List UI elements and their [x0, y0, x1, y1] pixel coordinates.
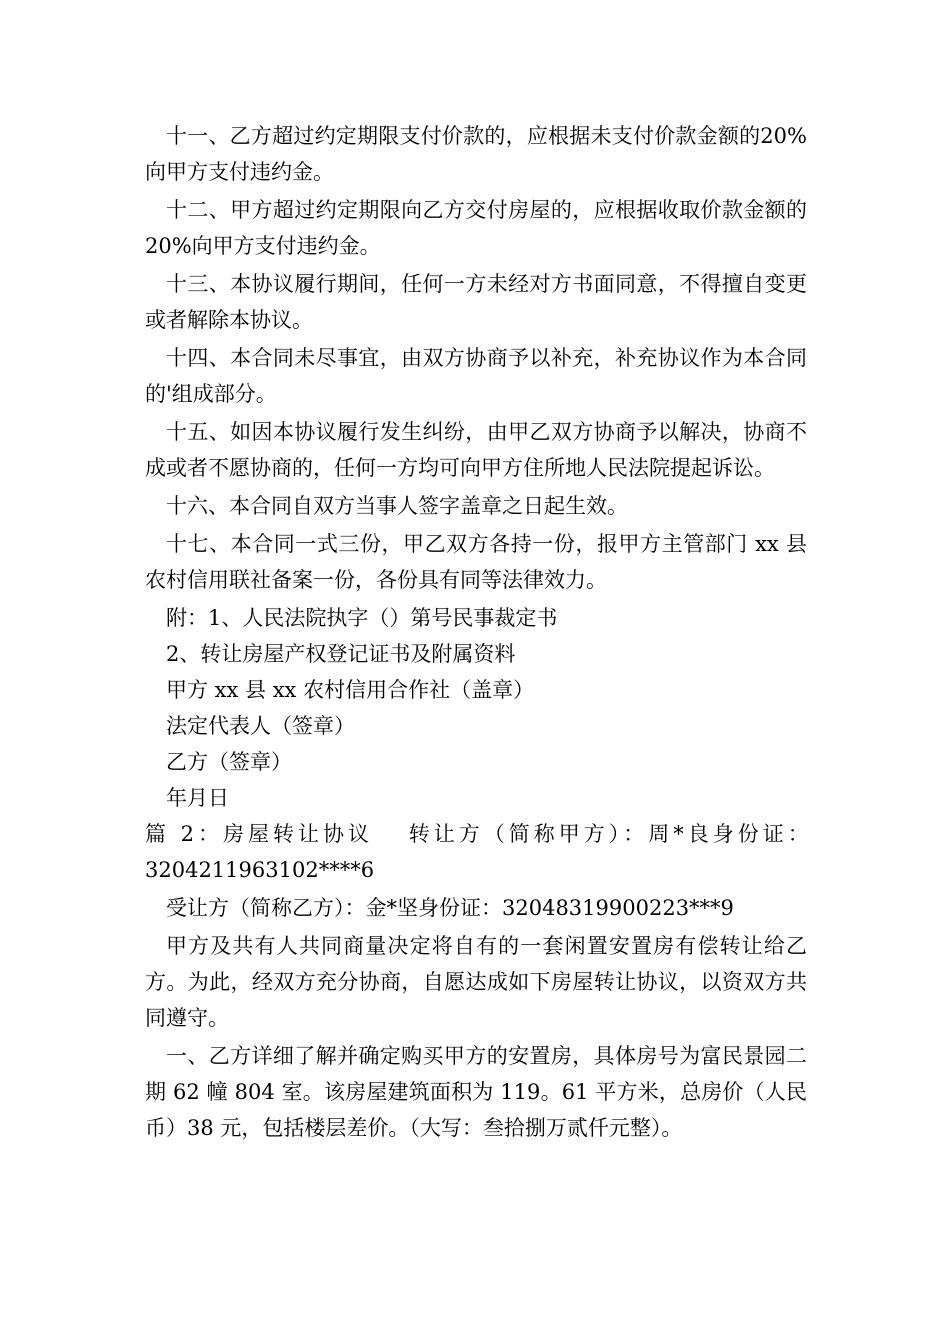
section-2-heading: 篇 2：房屋转让协议 转让方（简称甲方）：周*良身份证： — [145, 822, 813, 846]
attachment-line-2: 2、转让房屋产权登记证书及附属资料 — [166, 642, 516, 666]
transferee-line: 受让方（简称乙方）：金*坚身份证：32048319900223***9 — [166, 896, 734, 920]
clause-11: 十一、乙方超过约定期限支付价款的，应根据未支付价款金额的20%向甲方支付违约金。 — [145, 124, 807, 184]
transferor-id-number: 3204211963102****6 — [145, 858, 375, 882]
clause-12: 十二、甲方超过约定期限向乙方交付房屋的，应根据收取价款金额的 20%向甲方支付违约金。 — [145, 198, 807, 258]
clause-14: 十四、本合同未尽事宜，由双方协商予以补充，补充协议作为本合同的'组成部分。 — [145, 346, 807, 406]
clause-16: 十六、本合同自双方当事人签字盖章之日起生效。 — [166, 494, 628, 518]
section-2-clause-1: 一、乙方详细了解并确定购买甲方的安置房，具体房号为富民景园二期 62 幢 804 室。该房屋建筑面积为 119。61 平方米，总房价（人民币）38 元，包括楼层差价。（大写：叁拾捌万贰仟元整）。 — [145, 1044, 807, 1140]
party-a-signature: 甲方 xx 县 xx 农村信用合作社（盖章） — [166, 678, 535, 702]
clause-13: 十三、本协议履行期间，任何一方未经对方书面同意，不得擅自变更或者解除本协议。 — [145, 272, 807, 332]
section-2-intro: 甲方及共有人共同商量决定将自有的一套闲置安置房有偿转让给乙方。为此，经双方充分协商，自愿达成如下房屋转让协议，以资双方共同遵守。 — [145, 934, 807, 1030]
signature-date: 年月日 — [166, 786, 229, 810]
document-body — [145, 118, 813, 1146]
clause-15: 十五、如因本协议履行发生纠纷，由甲乙双方协商予以解决，协商不成或者不愿协商的，任何一方均可向甲方住所地人民法院提起诉讼。 — [145, 420, 807, 480]
clause-17: 十七、本合同一式三份，甲乙双方各持一份，报甲方主管部门 xx 县农村信用联社备案一份，各份具有同等法律效力。 — [145, 532, 807, 592]
party-b-signature: 乙方（签章） — [166, 750, 292, 774]
attachment-line-1: 附：1、人民法院执字（）第号民事裁定书 — [166, 606, 558, 630]
legal-representative-signature: 法定代表人（签章） — [166, 714, 355, 738]
